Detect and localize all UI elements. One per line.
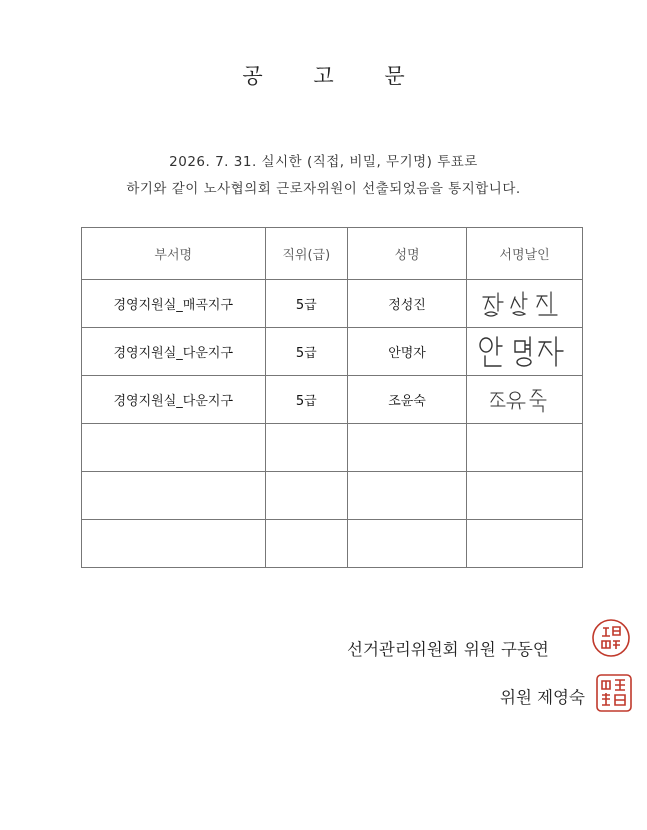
cell-signature [467,328,583,376]
cell-signature [467,520,583,568]
cell-grade [265,472,347,520]
table-row [82,328,583,376]
cell-grade [265,520,347,568]
cell-name [348,424,467,472]
cell-grade: 5급 [265,280,347,328]
cell-department [82,472,266,520]
red-seal-stamp [594,672,634,714]
cell-name [348,520,467,568]
cell-grade: 5급 [265,328,347,376]
handwritten-signature-2 [473,334,577,370]
table-row [82,280,583,328]
header-name: 성명 [348,228,467,280]
cell-department: 경영지원실_다운지구 [82,328,266,376]
intro-line-1: 2026. 7. 31. 실시한 (직접, 비밀, 무기명) 투표로 [169,154,478,170]
cell-department: 경영지원실_다운지구 [82,376,266,424]
header-grade: 직위(급) [265,228,347,280]
cell-name [348,472,467,520]
cell-signature [467,280,583,328]
header-signature: 서명날인 [467,228,583,280]
cell-name: 조윤숙 [348,376,467,424]
red-seal-stamp [590,617,632,659]
table-row [82,520,583,568]
committee-member-line: 선거관리위원회 위원 구동연 [347,640,549,659]
table-header-row [82,228,583,280]
cell-grade [265,424,347,472]
cell-signature [467,424,583,472]
table-row [82,472,583,520]
handwritten-signature-1 [475,287,575,321]
cell-name: 안명자 [348,328,467,376]
cell-department [82,424,266,472]
cell-signature [467,472,583,520]
elected-members-table [81,227,583,568]
cell-name: 정성진 [348,280,467,328]
notice-title: 공 고 문 [242,64,427,88]
cell-department: 경영지원실_매곡지구 [82,280,266,328]
cell-grade: 5급 [265,376,347,424]
table-row [82,376,583,424]
header-department: 부서명 [82,228,266,280]
intro-line-2: 하기와 같이 노사협의회 근로자위원이 선출되었음을 통지합니다. [126,181,521,197]
table-row [82,424,583,472]
handwritten-signature-3 [485,384,565,416]
cell-department [82,520,266,568]
member-line: 위원 제영숙 [500,688,585,707]
cell-signature [467,376,583,424]
